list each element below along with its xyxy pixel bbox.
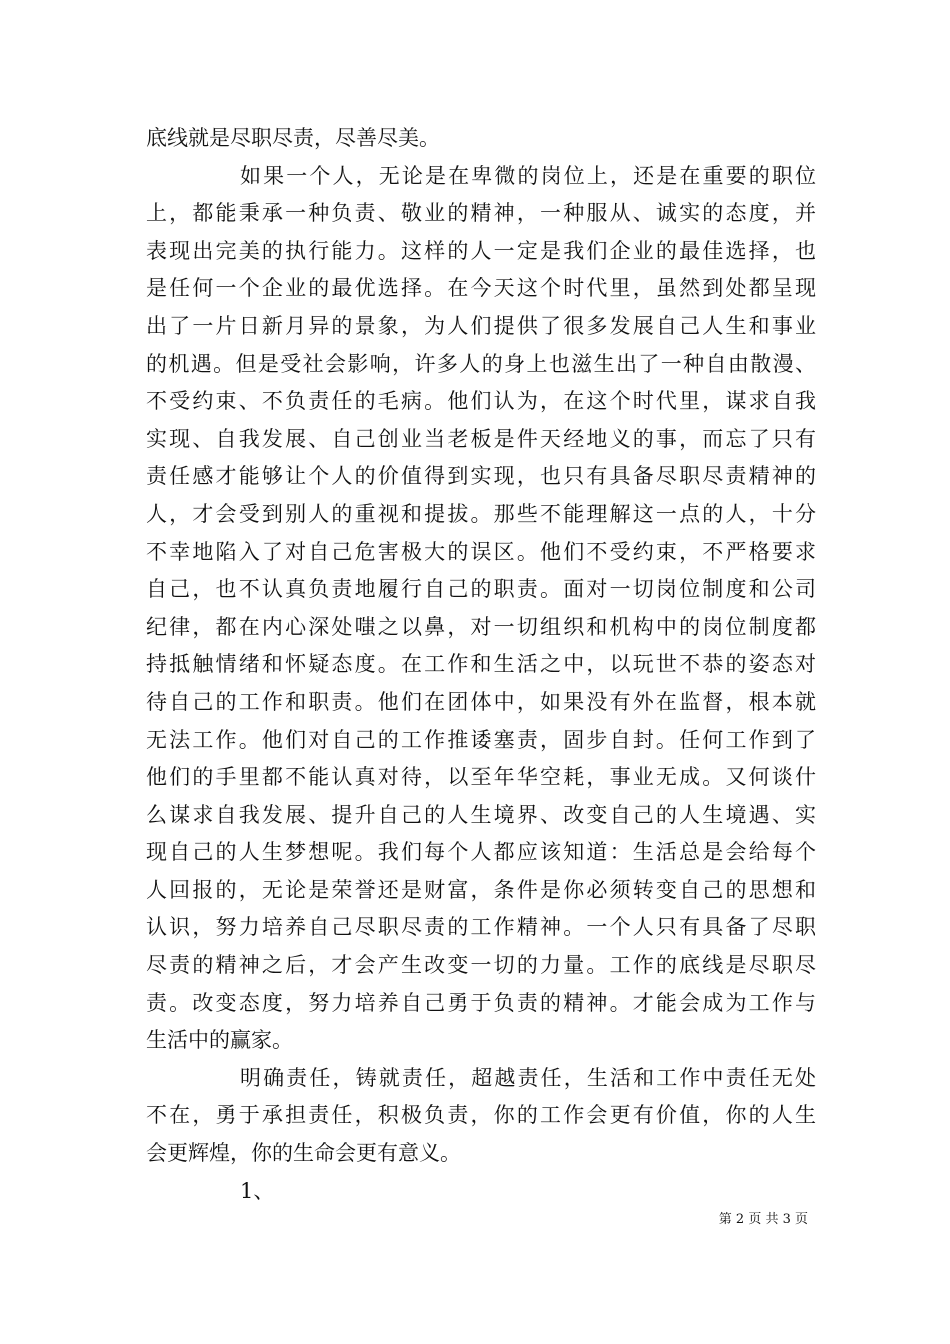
text-line: 么谋求自我发展、提升自己的人生境界、改变自己的人生境遇、实 bbox=[146, 802, 816, 827]
text-line: 如果一个人，无论是在卑微的岗位上，还是在重要的职位 bbox=[240, 163, 816, 188]
text-line: 待自己的工作和职责。他们在团体中，如果没有外在监督，根本就 bbox=[146, 689, 816, 714]
text-line: 认识，努力培养自己尽职尽责的工作精神。一个人只有具备了尽职 bbox=[146, 915, 816, 940]
text-line: 不受约束、不负责任的毛病。他们认为，在这个时代里，谋求自我 bbox=[146, 389, 816, 414]
text-line: 责。改变态度，努力培养自己勇于负责的精神。才能会成为工作与 bbox=[146, 990, 816, 1015]
text-line: 会更辉煌，你的生命会更有意义。 bbox=[146, 1141, 461, 1166]
text-line: 不在，勇于承担责任，积极负责，你的工作会更有价值，你的人生 bbox=[146, 1103, 816, 1128]
text-line: 人回报的，无论是荣誉还是财富，条件是你必须转变自己的思想和 bbox=[146, 877, 816, 902]
text-line: 底线就是尽职尽责，尽善尽美。 bbox=[146, 126, 440, 150]
text-line: 明确责任，铸就责任，超越责任，生活和工作中责任无处 bbox=[240, 1065, 816, 1090]
text-line: 实现、自我发展、自己创业当老板是件天经地义的事，而忘了只有 bbox=[146, 426, 816, 451]
text-line: 自己，也不认真负责地履行自己的职责。面对一切岗位制度和公司 bbox=[146, 577, 816, 602]
text-line: 责任感才能够让个人的价值得到实现，也只有具备尽职尽责精神的 bbox=[146, 464, 816, 489]
list-number: 1、 bbox=[240, 1178, 275, 1203]
text-line: 表现出完美的执行能力。这样的人一定是我们企业的最佳选择，也 bbox=[146, 238, 816, 263]
text-line: 的机遇。但是受社会影响，许多人的身上也滋生出了一种自由散漫、 bbox=[146, 351, 816, 376]
text-line: 不幸地陷入了对自己危害极大的误区。他们不受约束，不严格要求 bbox=[146, 539, 816, 564]
text-line: 无法工作。他们对自己的工作推诿塞责，固步自封。任何工作到了 bbox=[146, 727, 816, 752]
text-line: 纪律，都在内心深处嗤之以鼻，对一切组织和机构中的岗位制度都 bbox=[146, 614, 816, 639]
text-line: 生活中的赢家。 bbox=[146, 1028, 293, 1053]
text-line: 出了一片日新月异的景象，为人们提供了很多发展自己人生和事业 bbox=[146, 313, 816, 338]
text-line: 他们的手里都不能认真对待，以至年华空耗，事业无成。又何谈什 bbox=[146, 765, 816, 790]
body-text bbox=[146, 120, 816, 1210]
text-line: 是任何一个企业的最优选择。在今天这个时代里，虽然到处都呈现 bbox=[146, 276, 816, 301]
text-line: 现自己的人生梦想呢。我们每个人都应该知道：生活总是会给每个 bbox=[146, 840, 816, 865]
text-line: 人，才会受到别人的重视和提拔。那些不能理解这一点的人，十分 bbox=[146, 501, 816, 526]
text-line: 尽责的精神之后，才会产生改变一切的力量。工作的底线是尽职尽 bbox=[146, 953, 816, 978]
text-line: 上，都能秉承一种负责、敬业的精神，一种服从、诚实的态度，并 bbox=[146, 201, 816, 226]
text-line: 持抵触情绪和怀疑态度。在工作和生活之中，以玩世不恭的姿态对 bbox=[146, 652, 816, 677]
page-number-footer: 第 2 页 共 3 页 bbox=[718, 1212, 808, 1227]
